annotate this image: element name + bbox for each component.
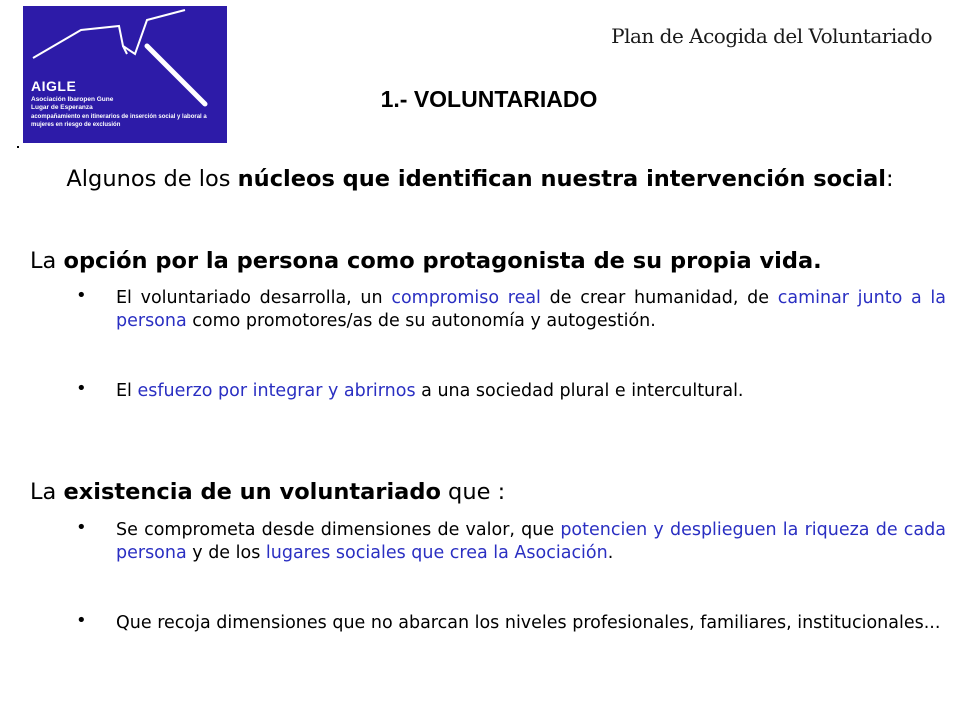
bullet-text-run: Que recoja dimensiones que no abarcan los niveles profesionales, familiares, institucionales...	[116, 613, 941, 633]
heading-bold: existencia de un voluntariado	[63, 479, 441, 505]
bullet-highlight: potencien y desplieguen la riqueza de cada persona	[116, 520, 946, 563]
intro-text	[0, 166, 960, 192]
bullet-text-run: El voluntariado desarrolla, un	[116, 288, 392, 308]
bullet-text-run: a una sociedad plural e intercultural.	[415, 381, 744, 401]
section2-heading	[30, 479, 505, 505]
intro-prefix: Algunos de los	[66, 166, 238, 192]
bullet-marker: •	[76, 378, 87, 399]
bullet-marker: •	[76, 285, 87, 306]
bullet-text-run: Se comprometa desde dimensiones de valor, que	[116, 520, 561, 540]
bullet-text-run: y de los	[186, 543, 266, 563]
bullet-marker: •	[76, 610, 87, 631]
intro-suffix: :	[886, 166, 894, 192]
bullet-text-run: El	[116, 381, 138, 401]
logo-tagline: acompañamiento en itinerarios de inserción social y laboral a mujeres en riesgo de exclusión	[31, 114, 207, 128]
heading-suffix: que :	[440, 479, 506, 505]
document-title: Plan de Acogida del Voluntariado	[611, 24, 932, 48]
bullet-text-run: de crear humanidad, de	[540, 288, 778, 308]
decorative-dot	[17, 146, 19, 148]
bullet-text	[116, 380, 946, 403]
aigle-logo	[23, 6, 227, 143]
bullet-text	[116, 287, 946, 333]
heading-prefix: La	[30, 479, 64, 505]
logo-subtitle-line: Asociación Ibaropen Gune	[31, 96, 114, 103]
bullet-highlight: caminar junto a la persona	[116, 288, 947, 331]
bullet-text	[116, 519, 946, 565]
section1-heading	[30, 248, 822, 274]
bullet-highlight: compromiso real	[391, 288, 541, 308]
section-title: 1.- VOLUNTARIADO	[380, 86, 598, 112]
bullet-highlight: lugares sociales que crea la Asociación	[265, 543, 608, 563]
bullet-text	[116, 612, 946, 635]
intro-bold: núcleos que identifican nuestra intervención social	[237, 166, 887, 192]
bullet-text-run: .	[607, 543, 614, 563]
heading-prefix: La	[30, 248, 64, 274]
logo-subtitle-line: Lugar de Esperanza	[31, 103, 93, 111]
bullet-text-run: como promotores/as de su autonomía y autogestión.	[186, 311, 656, 331]
bullet-highlight: esfuerzo por integrar y abrirnos	[137, 381, 416, 401]
heading-bold: opción por la persona como protagonista de su propia vida.	[63, 248, 822, 274]
logo-name: AIGLE	[31, 78, 77, 94]
bullet-marker: •	[76, 517, 87, 538]
